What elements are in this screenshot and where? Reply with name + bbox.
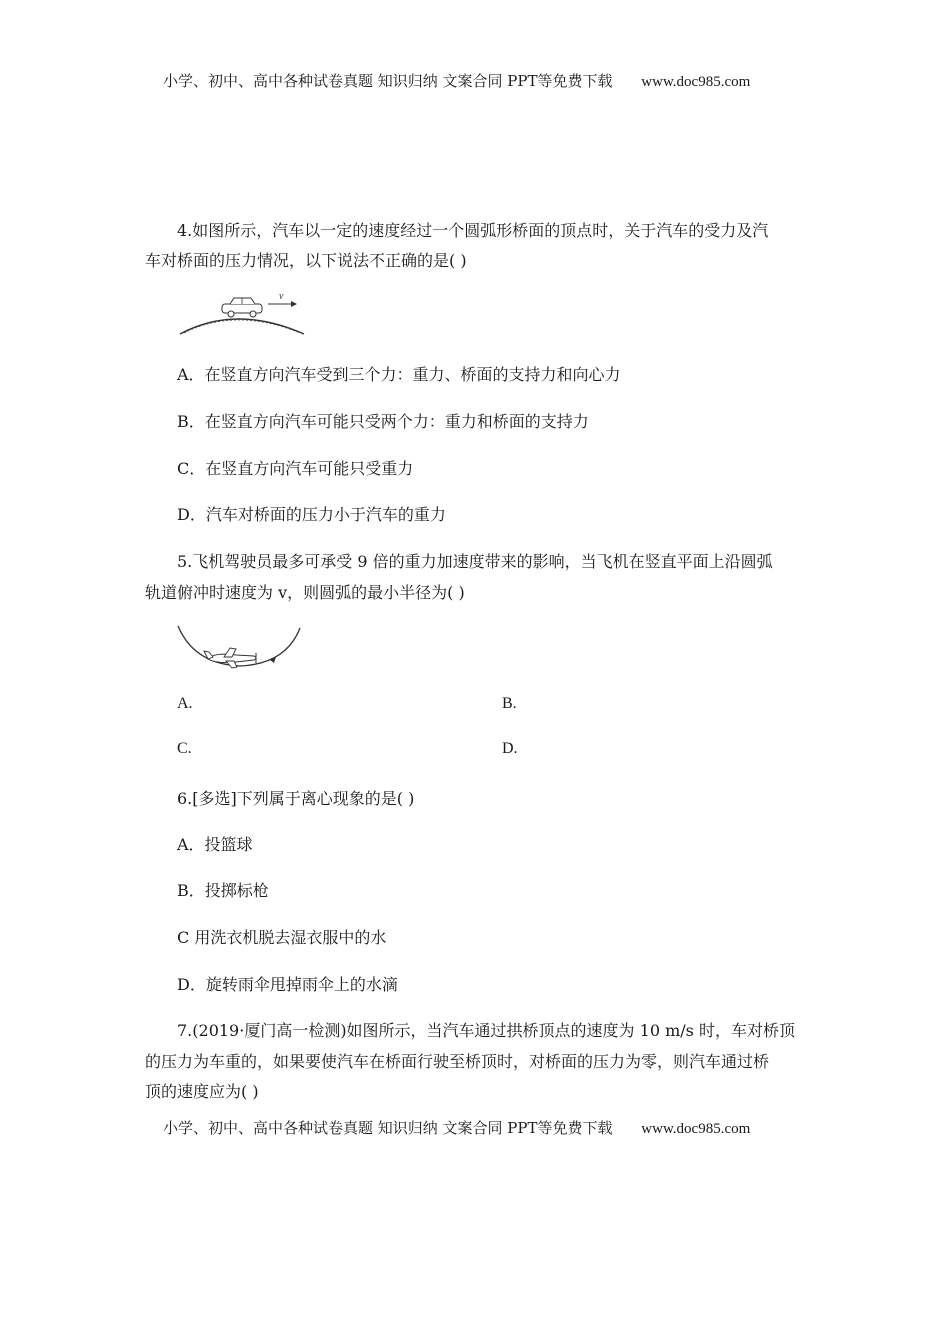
q4-option-b: B．在竖直方向汽车可能只受两个力：重力和桥面的支持力 xyxy=(177,412,589,431)
page-footer xyxy=(163,1117,750,1138)
q5-option-c: C. xyxy=(177,740,192,757)
q4-option-d: D．汽车对桥面的压力小于汽车的重力 xyxy=(177,505,446,524)
footer-url[interactable]: www.doc985.com xyxy=(641,1121,751,1137)
bridge-arc xyxy=(180,319,304,334)
q5-option-a: A. xyxy=(177,695,193,712)
q7-stem-line1: 7.(2019·厦门高一检测)如图所示，当汽车通过拱桥顶点的速度为 10 m/s 时，车对桥顶 xyxy=(177,1021,795,1040)
q4-option-c: C．在竖直方向汽车可能只受重力 xyxy=(177,459,414,478)
bridge-arc-shadow xyxy=(184,320,300,333)
q5-stem-line2: 轨道俯冲时速度为 v，则圆弧的最小半径为( ) xyxy=(145,583,465,602)
header-text: 小学、初中、高中各种试卷真题 知识归纳 文案合同 PPT等免费下载 xyxy=(163,72,613,90)
q6-stem: 6.[多选]下列属于离心现象的是( ) xyxy=(177,789,415,808)
q5-stem-line1: 5.飞机驾驶员最多可承受 9 倍的重力加速度带来的影响，当飞机在竖直平面上沿圆弧 xyxy=(177,552,773,571)
footer-text: 小学、初中、高中各种试卷真题 知识归纳 文案合同 PPT等免费下载 xyxy=(163,1119,613,1137)
q5-option-b: B. xyxy=(502,695,517,712)
q6-option-b: B．投掷标枪 xyxy=(177,881,269,900)
velocity-label: v xyxy=(279,291,284,302)
q5-option-d: D. xyxy=(502,740,518,757)
q6-option-a: A．投篮球 xyxy=(177,835,253,854)
bridge-car-figure xyxy=(176,290,311,338)
q4-stem-line1: 4.如图所示，汽车以一定的速度经过一个圆弧形桥面的顶点时，关于汽车的受力及汽 xyxy=(177,221,769,240)
q4-option-a: A．在竖直方向汽车受到三个力：重力、桥面的支持力和向心力 xyxy=(177,365,621,384)
page-header xyxy=(163,70,750,91)
q4-stem-line2: 车对桥面的压力情况，以下说法不正确的是( ) xyxy=(145,251,467,270)
airplane-arc-figure xyxy=(174,622,306,672)
q6-option-d: D．旋转雨伞甩掉雨伞上的水滴 xyxy=(177,975,398,994)
q7-stem-line3: 顶的速度应为( ) xyxy=(145,1082,259,1101)
car-icon xyxy=(222,298,262,317)
q6-option-c: C 用洗衣机脱去湿衣服中的水 xyxy=(177,928,387,947)
q7-stem-line2: 的压力为车重的，如果要使汽车在桥面行驶至桥顶时，对桥面的压力为零，则汽车通过桥 xyxy=(145,1052,770,1071)
header-url[interactable]: www.doc985.com xyxy=(641,74,751,90)
